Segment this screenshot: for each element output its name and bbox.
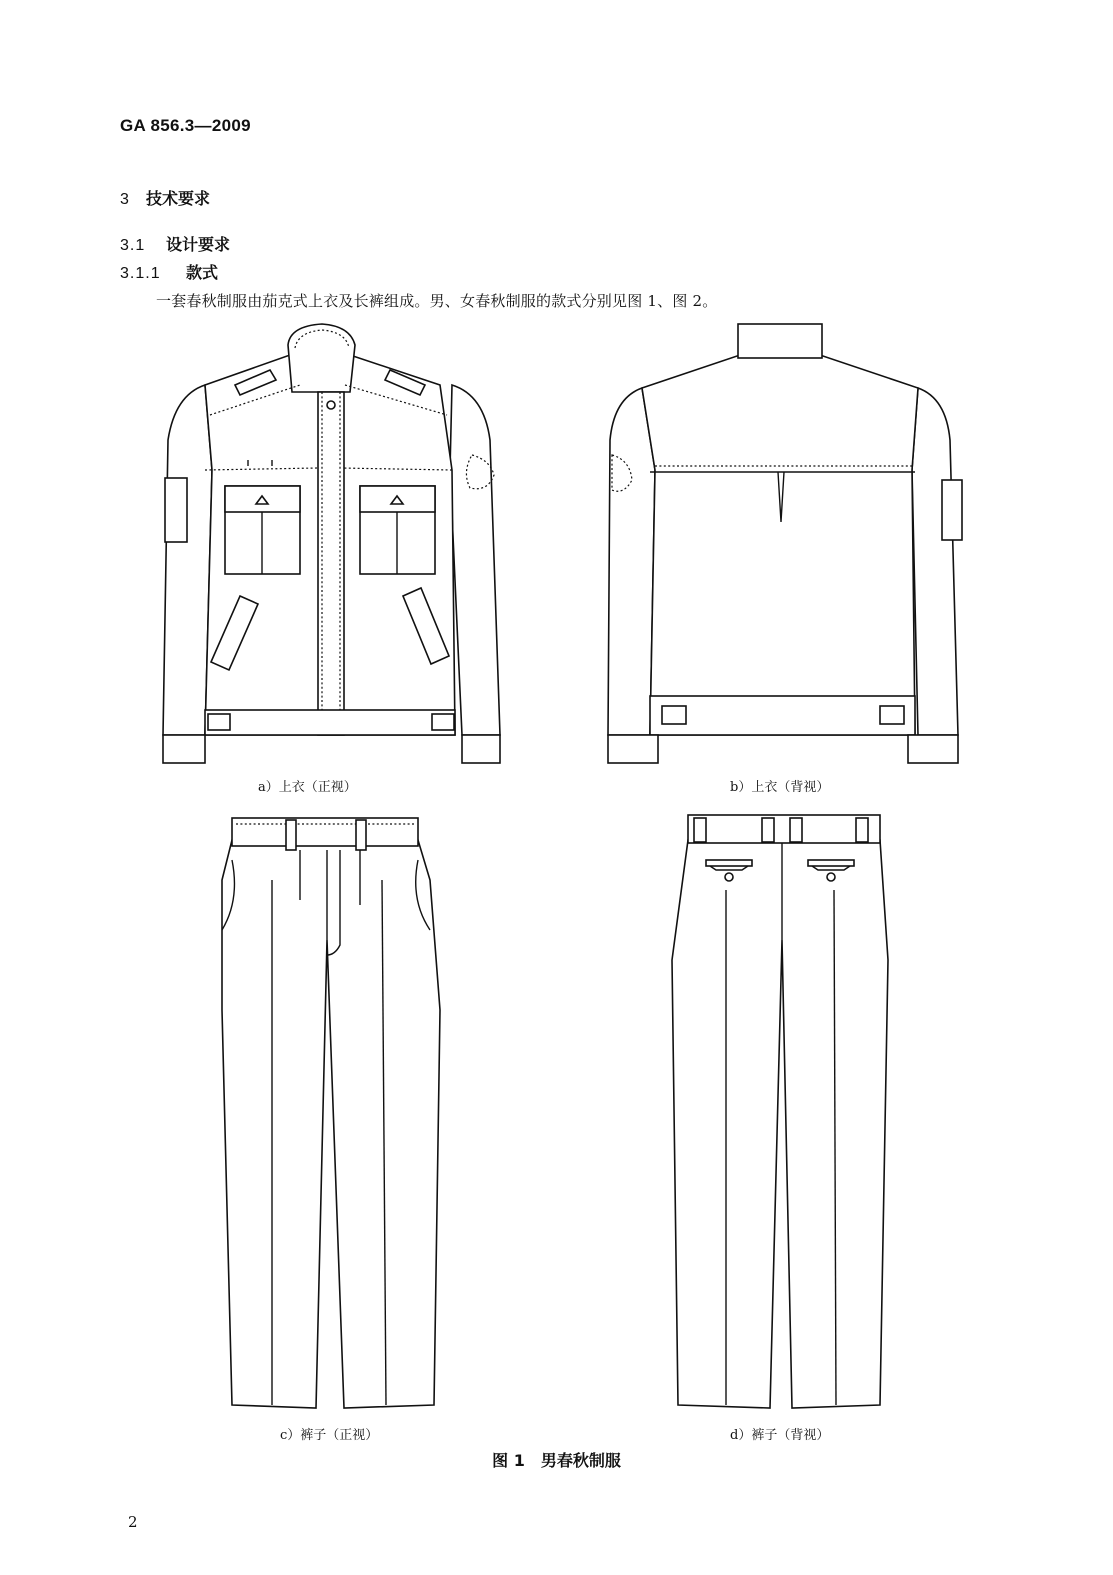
caption-a: a）上衣（正视） — [258, 780, 357, 795]
style-paragraph: 一套春秋制服由茄克式上衣及长裤组成。男、女春秋制服的款式分别见图 1、图 2。 — [156, 292, 718, 310]
caption-c: c）裤子（正视） — [280, 1428, 379, 1443]
figure-title: 图 1 男春秋制服 — [492, 1451, 621, 1470]
caption-b: b）上衣（背视） — [730, 780, 830, 795]
caption-d: d）裤子（背视） — [730, 1428, 830, 1443]
section-3-1-number: 3.1 — [120, 237, 146, 254]
section-3-1-1-number: 3.1.1 — [120, 265, 161, 282]
section-3-1-1-title: 款式 — [186, 263, 219, 282]
section-3-title: 技术要求 — [146, 189, 211, 208]
section-3-1-title: 设计要求 — [166, 235, 231, 254]
section-3-number: 3 — [120, 191, 130, 208]
standard-number: GA 856.3—2009 — [120, 116, 251, 135]
page-number: 2 — [128, 1513, 138, 1531]
